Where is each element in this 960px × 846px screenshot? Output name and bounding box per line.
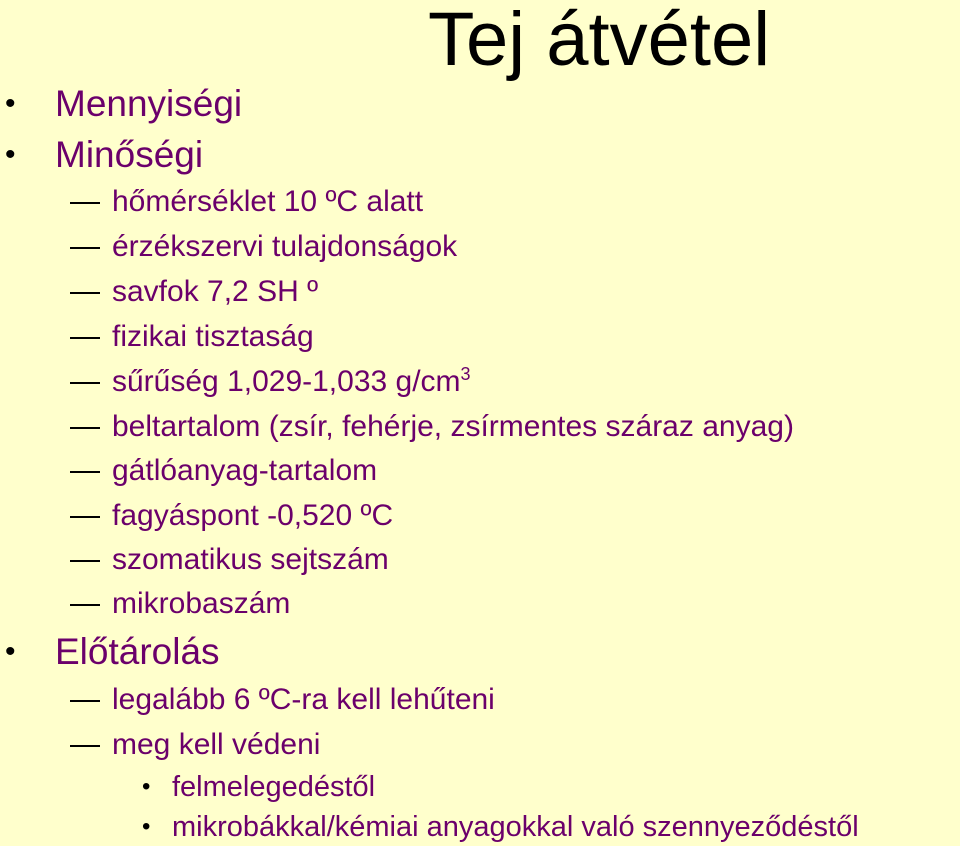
sub-sub-item-label: felmelegedéstől [172, 771, 376, 803]
slide-title: Tej átvétel [428, 0, 771, 82]
dash-icon [70, 382, 100, 384]
list-item-elotarolas [5, 631, 220, 672]
dash-icon [70, 247, 100, 249]
sub-item-erzekszervi [112, 230, 457, 264]
sub-sub-item-label: mikrobákkal/kémiai anyagokkal való szennyeződéstől [172, 811, 859, 843]
sub-item-mikrobaszam [112, 587, 290, 621]
item-label: Előtárolás [55, 631, 220, 672]
dash-icon [70, 202, 100, 204]
dash-icon [70, 427, 100, 429]
dash-icon [70, 604, 100, 606]
bullet-icon: • [142, 773, 151, 800]
sub-item-fagyaspont [112, 499, 393, 533]
sub-item-homerseklet [112, 185, 423, 219]
bullet-icon: • [5, 138, 16, 171]
bullet-icon: • [142, 813, 151, 840]
sub-item-vedeni [112, 728, 320, 762]
list-item-mennyisegi [5, 83, 243, 124]
dash-icon [70, 560, 100, 562]
sub-item-savfok [112, 275, 318, 309]
item-label: Minőségi [55, 134, 204, 175]
sub-item-label: mikrobaszám [112, 587, 291, 620]
sub-item-label: beltartalom (zsír, fehérje, zsírmentes száraz anyag) [112, 410, 794, 443]
sub-item-label: legalább 6 ºC-ra kell lehűteni [112, 683, 495, 716]
bullet-icon: • [5, 635, 16, 668]
sub-sub-item-szennyezodes [142, 811, 859, 843]
dash-icon [70, 700, 100, 702]
dash-icon [70, 471, 100, 473]
dash-icon [70, 292, 100, 294]
sub-item-label: sűrűség 1,029-1,033 g/cm [112, 365, 461, 398]
item-label: Mennyiségi [55, 83, 243, 124]
dash-icon [70, 516, 100, 518]
dash-icon [70, 337, 100, 339]
list-item-minosegi [5, 134, 204, 175]
bullet-icon: • [5, 87, 16, 120]
sub-item-suruseg [112, 365, 471, 399]
sub-item-fizikai [112, 320, 314, 354]
sub-item-label: hőmérséklet 10 ºC alatt [112, 185, 424, 218]
sub-item-label: érzékszervi tulajdonságok [112, 230, 458, 263]
sub-item-szomatikus [112, 543, 389, 577]
sub-item-label: gátlóanyag-tartalom [112, 454, 378, 487]
sub-item-label: savfok 7,2 SH º [112, 275, 319, 308]
sub-sub-item-felmelegedes [142, 771, 376, 803]
superscript-exponent: 3 [460, 364, 471, 384]
sub-item-label: fizikai tisztaság [112, 320, 314, 353]
sub-item-lehuteni [112, 683, 495, 717]
sub-item-label: meg kell védeni [112, 728, 321, 761]
dash-icon [70, 745, 100, 747]
sub-item-label: szomatikus sejtszám [112, 543, 389, 576]
sub-item-gatloanyag [112, 454, 377, 488]
sub-item-label: fagyáspont -0,520 ºC [112, 499, 394, 532]
sub-item-beltartalom [112, 410, 794, 444]
